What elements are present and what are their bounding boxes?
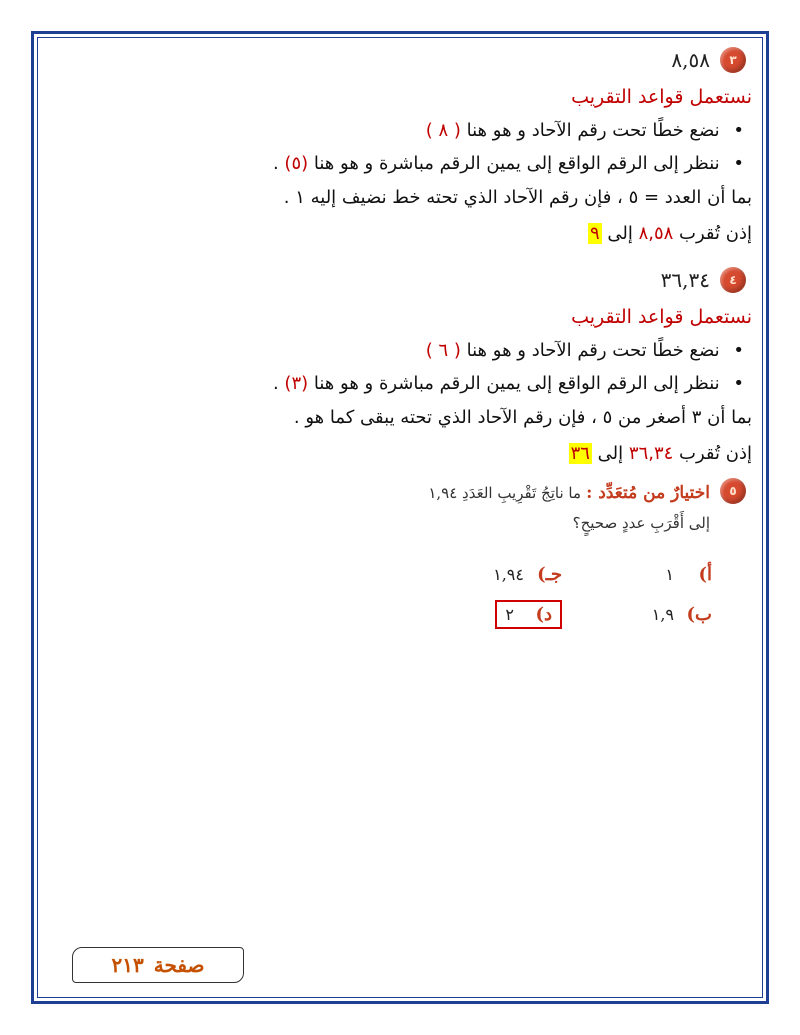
conclusion-line [50, 436, 752, 472]
worksheet-content [50, 40, 752, 634]
bullet-step-2 [50, 147, 752, 180]
option-letter: جـ) [537, 563, 562, 585]
conclusion-prefix: إذن تُقرب [679, 223, 752, 244]
question-line-1: ما ناتِجُ تَقْرِيبِ العَدَدِ ١,٩٤ [428, 484, 582, 502]
conclusion-value: ٣٦,٣٤ [628, 443, 674, 464]
bullet-step-1 [50, 114, 752, 147]
bullet-value: (٣) [284, 373, 309, 394]
problem-4-header [50, 260, 752, 300]
explanation-line: بما أن العدد = ٥ ، فإن رقم الآحاد الذي تحته خط نضيف إليه ١ . [283, 187, 752, 208]
problem-number-badge: ٤ [720, 267, 746, 293]
option-value: ١,٩٤ [493, 564, 524, 584]
problem-3-header [50, 40, 752, 80]
explanation-line: بما أن ٣ أصغر من ٥ ، فإن رقم الآحاد الذي تحته يبقى كما هو . [293, 407, 752, 428]
conclusion-mid: إلى [597, 443, 624, 464]
highlighted-answer: ٣٦ [570, 443, 590, 464]
conclusion-mid: إلى [607, 223, 633, 244]
option-letter: د) [535, 603, 552, 625]
multiple-choice-label: اختيارٌ من مُتعَدِّد : [586, 483, 710, 503]
bullet-step-2 [50, 367, 752, 400]
page-number: ٢١٣ [111, 953, 144, 977]
options-row-1 [412, 554, 712, 594]
highlighted-answer: ٩ [589, 223, 600, 244]
bullet-end: . [272, 153, 279, 174]
problem-5-header [50, 478, 752, 538]
multiple-choice-question [428, 478, 710, 538]
problem-value: ٣٦,٣٤ [660, 268, 710, 292]
bullet-text: ننظر إلى الرقم الواقع إلى يمين الرقم مباشرة و هو هنا [313, 373, 720, 394]
option-value: ١,٩ [651, 604, 674, 624]
option-d[interactable] [412, 600, 562, 629]
bullet-value: ( ٦ ) [425, 340, 461, 361]
conclusion-value: ٨,٥٨ [638, 223, 674, 244]
option-letter: ب) [686, 603, 712, 625]
problem-number-badge: ٣ [720, 47, 746, 73]
page-number-tab [72, 947, 244, 983]
problem-number-badge: ٥ [720, 478, 746, 504]
correct-answer-box [495, 600, 562, 629]
conclusion-line [50, 216, 752, 252]
bullet-value: (٥) [284, 153, 309, 174]
option-c[interactable] [412, 564, 562, 585]
bullet-end: . [272, 373, 279, 394]
option-value: ١ [665, 564, 674, 584]
option-letter: أ) [698, 563, 712, 585]
option-a[interactable] [562, 564, 712, 585]
conclusion-prefix: إذن تُقرب [679, 443, 752, 464]
bullet-value: ( ٨ ) [425, 120, 461, 141]
page-label: صفحة [153, 953, 205, 977]
rounding-rules-heading: نستعمل قواعد التقريب [571, 86, 752, 108]
bullet-text: نضع خطًا تحت رقم الآحاد و هو هنا [466, 340, 720, 361]
answer-options [412, 554, 752, 634]
options-row-2 [412, 594, 712, 634]
problem-value: ٨,٥٨ [671, 48, 710, 72]
rounding-rules-heading: نستعمل قواعد التقريب [571, 306, 752, 328]
bullet-text: ننظر إلى الرقم الواقع إلى يمين الرقم مباشرة و هو هنا [313, 153, 720, 174]
bullet-text: نضع خطًا تحت رقم الآحاد و هو هنا [466, 120, 720, 141]
option-b[interactable] [562, 604, 712, 625]
bullet-step-1 [50, 334, 752, 367]
question-line-2: إلى أَقْرَبِ عددٍ صحيحٍ؟ [572, 514, 710, 532]
option-value: ٢ [505, 604, 514, 624]
